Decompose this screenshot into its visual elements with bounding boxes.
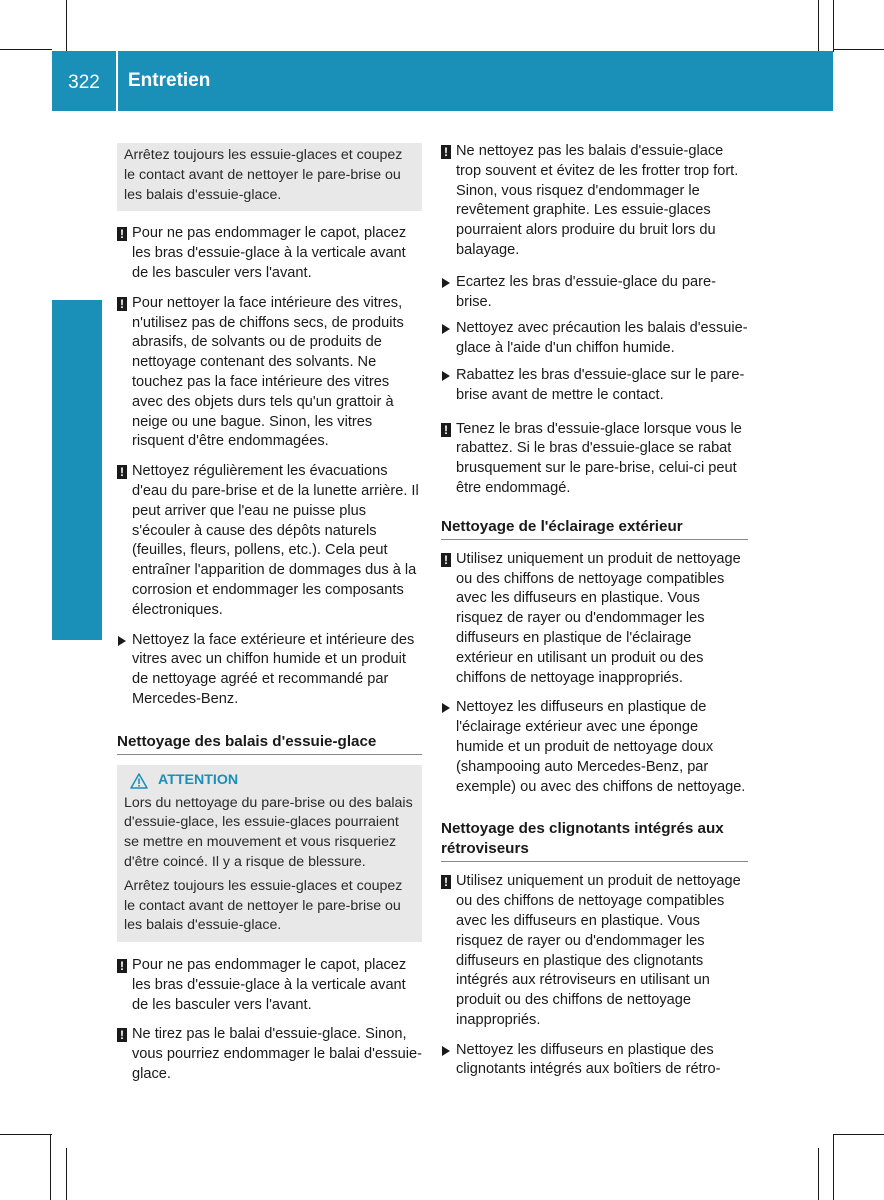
intro-box	[117, 143, 422, 211]
step	[441, 366, 748, 406]
section-heading: Nettoyage des clignotants intégrés aux rétroviseurs	[441, 819, 748, 862]
step-text: Nettoyez les diffuseurs en plastique des clignotants intégrés aux boîtiers de rétro-	[456, 1041, 721, 1078]
arrow-right-icon	[118, 636, 126, 646]
arrow-right-icon	[442, 1046, 450, 1056]
note	[441, 142, 748, 261]
note-text: Pour nettoyer la face intérieure des vitres, n'utilisez pas de chiffons secs, de produits abrasifs, de solvants ou de produits de nettoyage contenant des solvants. Ne touchez pas la face intérieure des vitres avec des objets durs tels qu'un grattoir à neige ou une bague. Sinon, les vitres risquent d'être endommagées.	[132, 294, 404, 450]
crop-mark	[833, 0, 834, 52]
step-text: Rabattez les bras d'essuie-glace sur le pare-brise avant de mettre le contact.	[456, 366, 745, 403]
note-text: Ne nettoyez pas les balais d'essuie-glace trop souvent et évitez de les frotter trop fort. Sinon, vous risquez d'endommager le revêtement graphite. Les essuie-glaces pourraient alors produire du bruit lors du balayage.	[456, 143, 739, 258]
warning-triangle-icon	[130, 773, 148, 789]
header-divider	[116, 51, 118, 111]
note-text: Utilisez uniquement un produit de nettoyage ou des chiffons de nettoyage compatibles avec les diffuseurs en plastique. Vous risquez de rayer ou d'endommager les diffuseurs en plastique des clignotants intégrés aux rétroviseurs en utilisant un produit ou des chiffons de nettoyage inappropriés.	[456, 873, 741, 1028]
crop-mark	[0, 1134, 52, 1135]
warning-title: ATTENTION	[158, 771, 239, 788]
section-title: Entretien	[128, 70, 211, 91]
arrow-right-icon	[442, 278, 450, 288]
step-text: Nettoyez la face extérieure et intérieure des vitres avec un chiffon humide et un produit de nettoyage agréé et recommandé par Mercedes-Benz.	[132, 631, 415, 707]
exclamation-icon: !	[117, 465, 127, 479]
note	[117, 956, 422, 1015]
crop-mark	[66, 0, 67, 52]
note-text: Pour ne pas endommager le capot, placez les bras d'essuie-glace à la verticale avant de les basculer vers l'avant.	[132, 225, 407, 281]
exclamation-icon: !	[441, 145, 451, 159]
note-text: Ne tirez pas le balai d'essuie-glace. Sinon, vous pourriez endommager le balai d'essuie-glace.	[132, 1026, 422, 1083]
note	[117, 224, 422, 283]
note-text: Nettoyez régulièrement les évacuations d'eau du pare-brise et de la lunette arrière. Il peut arriver que l'eau ne puisse plus s'écouler à cause des dépôts naturels (feuilles, fleurs, pollens, etc.). Cela peut entraîner l'apparition de dommages dus à la corrosion et endommager les composants électroniques.	[132, 463, 419, 618]
exclamation-icon: !	[441, 423, 451, 437]
note-text: Tenez le bras d'essuie-glace lorsque vous le rabattez. Si le bras d'essuie-glace se rabat brusquement sur le pare-brise, celui-ci peut être endommagé.	[456, 420, 742, 496]
exclamation-icon: !	[117, 1028, 127, 1042]
right-column	[441, 142, 748, 1087]
page-number: 322	[68, 72, 100, 93]
intro-box-text: Arrêtez toujours les essuie-glaces et coupez le contact avant de nettoyer le pare-brise ou les balais d'essuie-glace.	[124, 147, 403, 203]
section-heading: Nettoyage de l'éclairage extérieur	[441, 517, 748, 540]
crop-mark	[833, 1134, 884, 1135]
exclamation-icon: !	[117, 959, 127, 973]
crop-mark	[818, 0, 819, 52]
side-tab-label: Maintenance et entretien	[65, 342, 88, 578]
step	[441, 1041, 748, 1081]
arrow-right-icon	[442, 371, 450, 381]
exclamation-icon: !	[117, 227, 127, 241]
step-text: Nettoyez avec précaution les balais d'essuie-glace à l'aide d'un chiffon humide.	[456, 320, 748, 357]
note	[441, 872, 748, 1030]
note	[117, 294, 422, 452]
step	[117, 631, 422, 710]
note	[117, 462, 422, 620]
crop-mark	[66, 1148, 67, 1200]
warning-text: Arrêtez toujours les essuie-glaces et coupez le contact avant de nettoyer le pare-brise ou les balais d'essuie-glace.	[124, 877, 403, 934]
note-text: Pour ne pas endommager le capot, placez les bras d'essuie-glace à la verticale avant de les basculer vers l'avant.	[132, 957, 407, 1013]
exclamation-icon: !	[441, 553, 451, 567]
note-text: Utilisez uniquement un produit de nettoyage ou des chiffons de nettoyage compatibles avec les diffuseurs en plastique. Vous risquez de rayer ou d'endommager les diffuseurs en plastique de l'éclairage extérieur en utilisant un produit ou des chiffons de nettoyage inappropriés.	[456, 550, 741, 686]
arrow-right-icon	[442, 703, 450, 713]
arrow-right-icon	[442, 324, 450, 334]
step-text: Ecartez les bras d'essuie-glace du pare-brise.	[456, 273, 716, 310]
note	[441, 550, 748, 689]
crop-mark	[833, 49, 884, 50]
section-heading: Nettoyage des balais d'essuie-glace	[117, 732, 422, 755]
step	[441, 273, 748, 313]
crop-mark	[833, 1134, 834, 1200]
note	[441, 420, 748, 499]
warning-box	[117, 765, 422, 942]
step-text: Nettoyez les diffuseurs en plastique de l'éclairage extérieur avec une éponge humide et un produit de nettoyage doux (shampooing auto Mercedes-Benz, par exemple) ou avec des chiffons de nettoyage.	[456, 699, 746, 795]
crop-mark	[0, 49, 52, 50]
note	[117, 1025, 422, 1084]
warning-text: Lors du nettoyage du pare-brise ou des balais d'essuie-glace, les essuie-glaces pourraient se mettre en mouvement et vous risqueriez d'être coincé. Il y a risque de blessure.	[124, 794, 413, 870]
left-column	[117, 143, 422, 1095]
warning-header	[124, 771, 415, 791]
exclamation-icon: !	[117, 297, 127, 311]
crop-mark	[818, 1148, 819, 1200]
step	[441, 698, 748, 797]
crop-mark	[50, 1134, 51, 1200]
step	[441, 319, 748, 359]
exclamation-icon: !	[441, 875, 451, 889]
